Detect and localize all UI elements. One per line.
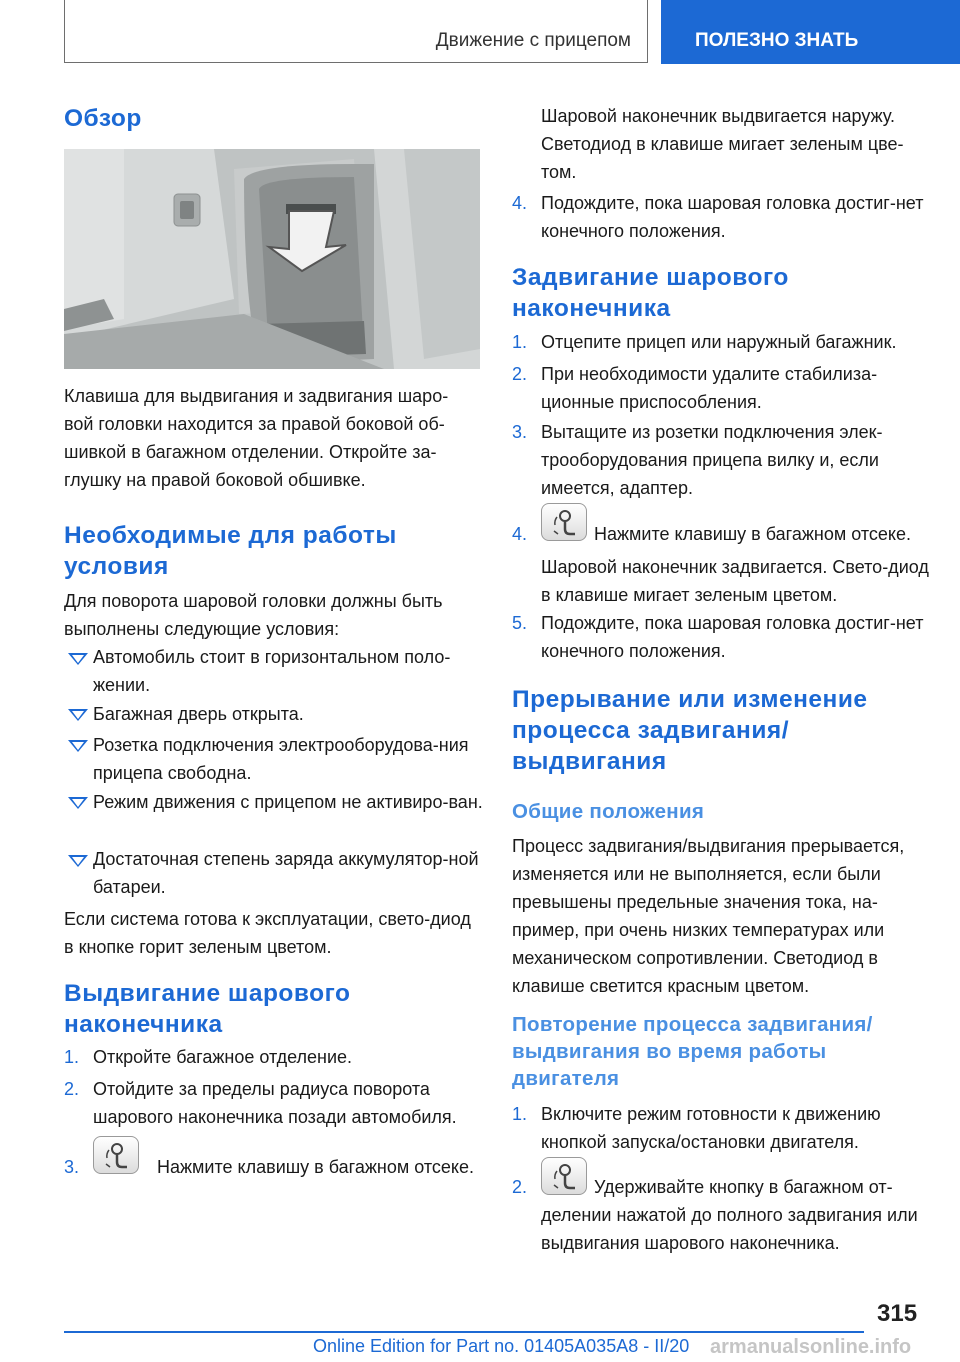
step-number: 3.: [64, 1157, 80, 1177]
overview-text: Клавиша для выдвигания и задвигания шаро-вой головки находится за правой боковой об-шивкой в багажном отделении. Откройте за-глушку на правой боковой обшивке.: [64, 386, 449, 490]
conditions-outro: Если система готова к эксплуатации, свето-диод в кнопке горит зеленым цветом.: [64, 909, 471, 957]
chapter-tab: [661, 0, 960, 64]
trunk-button-icon: [93, 1136, 139, 1174]
chapter-tab-label: ПОЛЕЗНО ЗНАТЬ: [695, 30, 859, 51]
step-text: Нажмите клавишу в багажном отсеке.: [157, 1157, 474, 1177]
step-text: Вытащите из розетки подключения элек-трооборудования прицепа вилку и, если имеется, адаптер.: [541, 422, 883, 498]
extend-continued: Шаровой наконечник выдвигается наружу. Светодиод в клавише мигает зеленым цве-том.: [541, 106, 904, 182]
watermark: armanualsonline.info: [710, 1336, 912, 1358]
list-item: Автомобиль стоит в горизонтальном поло-жении.: [93, 647, 451, 695]
step-text: Подождите, пока шаровая головка достиг-нет конечного положения.: [541, 193, 924, 241]
bullet-icon: [68, 855, 88, 867]
subheading-general: Общие положения: [512, 800, 705, 823]
heading-retract: Задвигание шарового наконечника: [512, 264, 789, 322]
list-item: Режим движения с прицепом не активиро-ван.: [93, 792, 483, 812]
step-number: 4.: [512, 193, 528, 213]
trunk-photo: [64, 149, 480, 369]
step-number: 1.: [512, 332, 528, 352]
subheading-repeat: Повторение процесса задвигания/выдвигания во время работы двигателя: [512, 1013, 873, 1090]
general-text: Процесс задвигания/выдвигания прерывается, изменяется или не выполняется, если были превышены предельные значения тока, на-пример, при очень низких температурах или механическом сопротивлении. Светодиод в клавише светится красным цветом.: [512, 836, 905, 996]
step-number: 5.: [512, 613, 528, 633]
step-text: Подождите, пока шаровая головка достиг-нет конечного положения.: [541, 613, 924, 661]
heading-conditions: Необходимые для работы условия: [64, 522, 397, 580]
step-text: Откройте багажное отделение.: [93, 1047, 353, 1067]
step-number: 2.: [512, 1177, 528, 1197]
edition-text: Online Edition for Part no. 01405A035A8 - II/20: [313, 1336, 690, 1356]
bullet-icon: [68, 653, 88, 665]
step-number: 1.: [64, 1047, 80, 1067]
section-title: Движение с прицепом: [435, 30, 631, 51]
step-text: Отцепите прицеп или наружный багажник.: [541, 332, 897, 352]
heading-extend: Выдвигание шарового наконечника: [64, 980, 351, 1038]
footer-divider: [64, 1331, 864, 1333]
page-number: 315: [877, 1300, 918, 1327]
bullet-icon: [68, 797, 88, 809]
conditions-intro: Для поворота шаровой головки должны быть выполнены следующие условия:: [64, 591, 443, 639]
heading-overview: Обзор: [64, 105, 142, 132]
bullet-icon: [68, 740, 88, 752]
heading-interrupt: Прерывание или изменение процесса задвигания/выдвигания: [512, 686, 868, 775]
list-item: Достаточная степень заряда аккумулятор-ной батареи.: [93, 849, 479, 897]
step-text: Отойдите за пределы радиуса поворота шарового наконечника позади автомобиля.: [93, 1079, 457, 1127]
retract-continued: Шаровой наконечник задвигается. Свето-диод в клавише мигает зеленым цветом.: [541, 557, 929, 605]
step-number: 1.: [512, 1104, 528, 1124]
list-item: Багажная дверь открыта.: [93, 704, 304, 724]
step-text: При необходимости удалите стабилиза-ционные приспособления.: [541, 364, 878, 412]
tow-hitch-icon: [549, 507, 581, 539]
step-number: 2.: [512, 364, 528, 384]
page-header: [64, 0, 960, 64]
step-number: 3.: [512, 422, 528, 442]
step-number: 2.: [64, 1079, 80, 1099]
bullet-icon: [68, 709, 88, 721]
trunk-interior-illustration: [64, 149, 480, 369]
section-title-box: [64, 0, 648, 63]
step-number: 4.: [512, 524, 528, 544]
tow-hitch-icon: [101, 1140, 133, 1172]
list-item: Розетка подключения электрооборудова-ния прицепа свободна.: [93, 735, 469, 783]
step-text: Включите режим готовности к движению кнопкой запуска/остановки двигателя.: [541, 1104, 881, 1152]
trunk-button-icon: [541, 503, 587, 541]
step-text: Удерживайте кнопку в багажном от-делении нажатой до полного задвигания или выдвигания шарового наконечника.: [541, 1177, 918, 1253]
step-text: Нажмите клавишу в багажном отсеке.: [594, 524, 911, 544]
